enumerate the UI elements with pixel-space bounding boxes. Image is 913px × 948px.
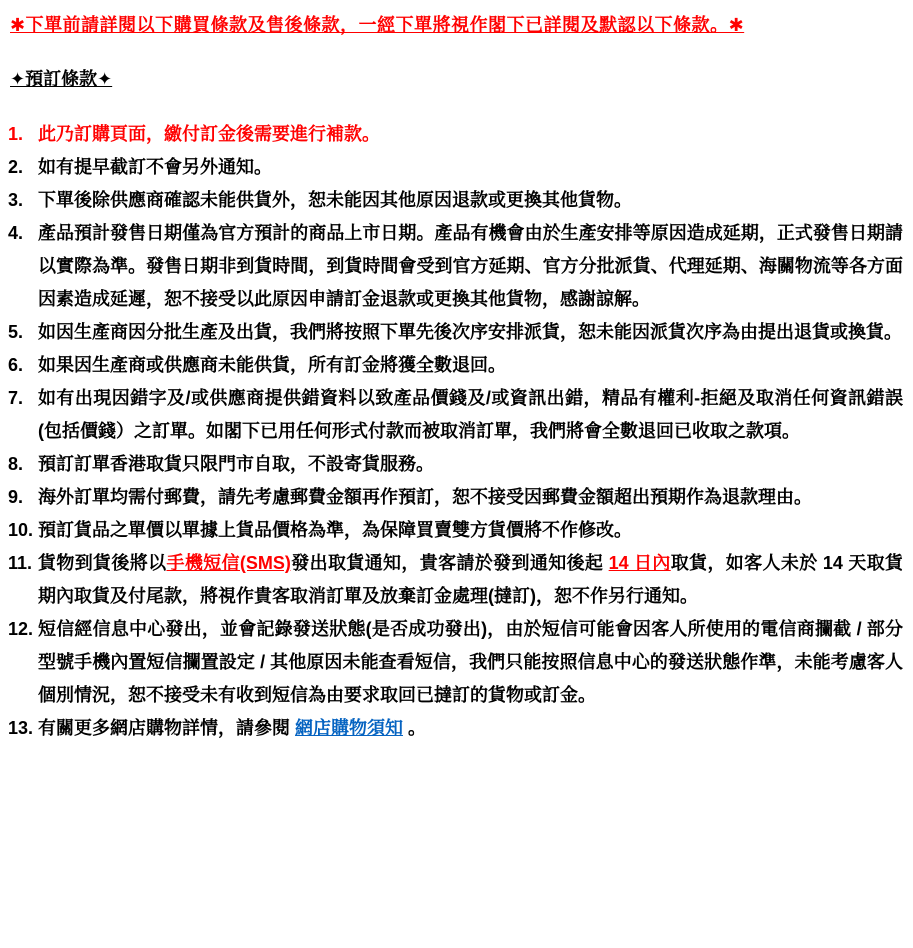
- section-title-preorder-terms: ✦預訂條款✦: [10, 69, 113, 89]
- term-text: 預訂訂單香港取貨只限門市自取，不設寄貨服務。: [38, 454, 434, 474]
- term-item-12: [8, 613, 903, 712]
- term-text: 下單後除供應商確認未能供貨外，恕未能因其他原因退款或更換其他貨物。: [38, 190, 632, 210]
- term-item-3: [8, 184, 903, 217]
- term-text: [38, 547, 903, 613]
- term-text-segment: 發出取貨通知，貴客請於發到通知後起: [290, 553, 609, 573]
- term-text: 預訂貨品之單價以單據上貨品價格為準，為保障買賣雙方貨價將不作修改。: [38, 520, 632, 540]
- term-text: 如有提早截訂不會另外通知。: [38, 157, 272, 177]
- term-text-segment: 有關更多網店購物詳情，請參閱: [38, 718, 295, 738]
- term-number: 12.: [8, 619, 34, 639]
- shop-guide-link[interactable]: 網店購物須知: [295, 718, 403, 738]
- term-number: 5.: [8, 322, 24, 342]
- term-number: 4.: [8, 223, 24, 243]
- term-number: 13.: [8, 718, 34, 738]
- term-number: 2.: [8, 157, 24, 177]
- term-item-5: [8, 316, 903, 349]
- term-text: [38, 712, 903, 745]
- term-item-4: [8, 217, 903, 316]
- sms-notice-highlight: 手機短信(SMS): [166, 553, 291, 573]
- term-number: 6.: [8, 355, 24, 375]
- term-text: 如果因生產商或供應商未能供貨，所有訂金將獲全數退回。: [38, 355, 506, 375]
- term-text: 如有出現因錯字及/或供應商提供錯資料以致產品價錢及/或資訊出錯，精品有權利-拒絕及取消任何資訊錯誤(包括價錢）之訂單。如閣下已用任何形式付款而被取消訂單，我們將會全數退回已收取之款項。: [38, 388, 903, 441]
- pickup-deadline-highlight: 14 日內: [608, 553, 671, 573]
- term-item-7: [8, 382, 903, 448]
- term-number: 7.: [8, 388, 24, 408]
- term-item-6: [8, 349, 903, 382]
- term-text-segment: 。: [403, 718, 427, 738]
- term-number: 11.: [8, 553, 33, 573]
- term-item-13: [8, 712, 903, 745]
- terms-list: [8, 118, 903, 745]
- notice-banner: ✱下單前請詳閱以下購買條款及售後條款，一經下單將視作閣下已詳閱及默認以下條款。✱: [10, 15, 745, 35]
- term-item-9: [8, 481, 903, 514]
- term-text: 如因生產商因分批生產及出貨，我們將按照下單先後次序安排派貨，恕未能因派貨次序為由提出退貨或換貨。: [38, 322, 902, 342]
- term-item-11: [8, 547, 903, 613]
- term-item-2: [8, 151, 903, 184]
- term-number: 1.: [8, 124, 24, 144]
- term-item-1: [8, 118, 903, 151]
- term-number: 10.: [8, 520, 34, 540]
- term-item-10: [8, 514, 903, 547]
- term-number: 9.: [8, 487, 24, 507]
- term-text: 產品預計發售日期僅為官方預計的商品上市日期。產品有機會由於生產安排等原因造成延期，正式發售日期請以實際為準。發售日期非到貨時間，到貨時間會受到官方延期、官方分批派貨、代理延期、海關物流等各方面因素造成延遲，恕不接受以此原因申請訂金退款或更換其他貨物，感謝諒解。: [38, 223, 903, 309]
- term-number: 3.: [8, 190, 24, 210]
- term-text: 此乃訂購頁面，繳付訂金後需要進行補款。: [38, 124, 380, 144]
- term-item-8: [8, 448, 903, 481]
- term-text: 短信經信息中心發出，並會記錄發送狀態(是否成功發出)，由於短信可能會因客人所使用的電信商攔截 / 部分型號手機內置短信攔置設定 / 其他原因未能查看短信，我們只能按照信息中心的發送狀態作準，未能考慮客人個別情況，恕不接受未有收到短信為由要求取回已撻訂的貨物或訂金。: [38, 619, 903, 705]
- term-text-segment: 貨物到貨後將以: [38, 553, 167, 573]
- term-text: 海外訂單均需付郵費，請先考慮郵費金額再作預訂，恕不接受因郵費金額超出預期作為退款理由。: [38, 487, 812, 507]
- term-text-segment: 取貨，如客人未於 14 天取貨期內取貨及付尾款，將視作貴客取消訂單及放棄訂金處理(撻訂)，恕不作另行通知。: [38, 553, 904, 606]
- term-number: 8.: [8, 454, 24, 474]
